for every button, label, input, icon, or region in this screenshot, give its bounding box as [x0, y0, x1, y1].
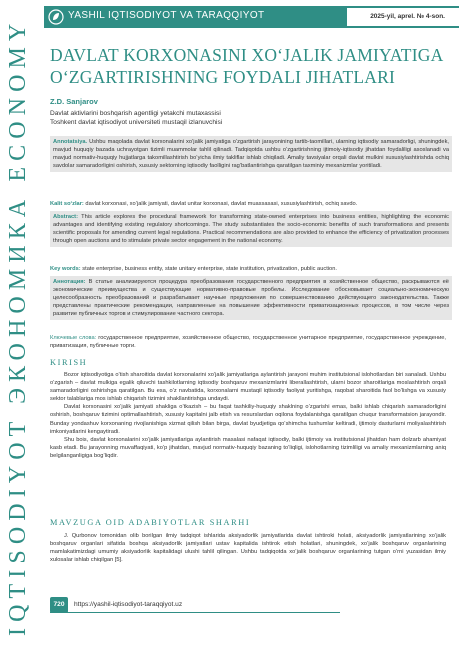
keywords-en — [50, 265, 446, 273]
article-title: DAVLAT KORXONASINI XO‘JALIK JAMIYATIGA O‘ZGARTIRISHNING FOYDALI JIHATLARI — [50, 45, 443, 87]
abstract-en — [50, 211, 452, 247]
keywords-uz — [50, 200, 446, 208]
leaf-logo-icon — [48, 9, 64, 25]
vertical-section-title: IQTISODIYOT ЭКОНОМИКА ECONOMY — [5, 17, 31, 636]
literature-body — [50, 532, 446, 564]
annotation-ru-text: В статье анализируются процедура преобразования государственного предприятия в хозяйственное общество, раскрываются её экономические преимущества и существующие нормативно-правовые пробелы. Исследование обосновывает социально-экономическую целесообразность преобразований и разрабатывает научные предложения по совершенствованию действующего законодательства. Также представлены практические рекомендации, направленные на повышение эффективности приватизационных процессов, в том числе через развитие публичных торгов и стимулирование частного сектора. — [53, 279, 449, 318]
annotation-ru-label: Аннотация: — [53, 279, 86, 285]
keywords-uz-label: Kalit so‘zlar: — [50, 201, 84, 207]
intro-paragraph-3: Shu bois, davlat korxonalarini xo‘jalik jamiyatlariga aylantirish masalasi nafaqat iqtisodiy, balki ijtimoiy va institutsional jihatdan ham dolzarb ahamiyat kasb etadi. Bu jarayonning muvaffaqiyati, ko‘p jihatdan, mavjud normativ-huquqiy bazaning to‘liqligi, islohotlarning tizimliligi va amaliy mexanizmlarning aniq belgilanganligiga bog‘liqdir. — [50, 436, 446, 459]
keywords-uz-text: davlat korxonasi, xo‘jalik jamiyati, davlat unitar korxonasi, davlat muassasasi, xususiylashtirish, ochiq savdo. — [85, 201, 358, 207]
annotation-text: Ushbu maqolada davlat korxonalarini xo‘jalik jamiyatiga o‘zgartirish jarayonining tartib-taomillari, ularning iqtisodiy samaradorligi, shuningdek, mavjud huquqiy bazada uchrayotgan tizimli muammolar tahlil qilinadi. Tadqiqotda ushbu o‘zgartirishning ijtimoiy-iqtisodiy jihatdan foydaliligi asoslanadi va mavjud normativ-huquqiy hujjatlarga takomillashtirish bo‘yicha ilmiy takliflar ishlab chiqiladi. Amaliy tavsiyalar orqali davlat mulkini xususiylashtirishda ochiq savdolar samaradorligini oshirish, xususiy sektorning iqtisodiy faolligini rag‘batlantirishga qaratilgan taxminiy mexanizmlar yoritiladi. — [53, 139, 449, 170]
journal-url-link[interactable]: https://yashil-iqtisodiyot-taraqqiyot.uz — [74, 601, 183, 608]
author-name: Z.D. Sanjarov — [50, 97, 98, 106]
intro-paragraph-1: Bozor iqtisodiyotiga o‘tish sharoitida davlat korxonalarini xo‘jalik jamiyatlariga aylantirish jarayoni muhim institutsional islohotlardan biri sanaladi. Ushbu o‘zgarish – davlat mulkiga egalik qiluvchi tashkilotlarning iqtisodiy boshqaruv mexanizmlarini liberallashtirish, ularni bozor sharoitlariga moslashtirish orqali samaradorligini oshirishga qaratilgan. Bu esa, o‘z navbatida, korxonalarni mustaqil iqtisodiy faoliyat yuritishga, raqobat sharoitida faol bo‘lishga va xususiy sektor talablariga mos ishlab chiqarish tizimini shakllantirishga undaydi. — [50, 372, 446, 403]
keywords-en-text: state enterprise, business entity, state unitary enterprise, state institution, privatization, public auction. — [82, 266, 337, 272]
keywords-ru-label: Ключевые слова: — [50, 335, 97, 341]
intro-paragraph-2: Davlat korxonasini xo‘jalik jamiyati shakliga o‘tkazish – bu faqat tashkiliy-huquqiy shaklning o‘zgarishi emas, balki ishlab chiqarish samaradorligini oshirish, boshqaruv tizimini optimallashtirish, xususiy kapitalni jalb etish va resurslardan oqilona foydalanishga qaratilgan chuqur transformatsion jarayondir. Bunday yondashuv korxonaning rivojlanishiga xizmat qilish bilan birga, davlat byudjetiga qo‘shimcha tushumlar keltiradi, ijtimoiy dasturlarni moliyalashtirish imkoniyatlarini kengaytiradi. — [50, 404, 446, 435]
page-footer — [50, 597, 450, 613]
intro-heading: KIRISH — [50, 358, 88, 367]
annotation-uz — [50, 136, 452, 172]
author-affiliation-1: Davlat aktivlarini boshqarish agentligi yetakchi mutaxassisi — [50, 110, 221, 117]
author-affiliation-2: Toshkent davlat iqtisodiyot universiteti mustaqil izlanuvchisi — [50, 119, 223, 126]
issue-label: 2025-yil, aprel. № 4-son. — [370, 13, 445, 20]
literature-heading: MAVZUGA OID ADABIYOTLAR SHARHI — [50, 518, 251, 527]
journal-name: YASHIL IQTISODIYOT VA TARAQQIYOT — [68, 10, 265, 21]
abstract-label: Abstract: — [53, 214, 78, 220]
page-number: 720 — [50, 597, 68, 613]
annotation-label: Annotatsiya. — [53, 139, 88, 145]
keywords-ru-text: государственное предприятие, хозяйственное общество, государственное унитарное предприятие, государственное учреждение, приватизация, публичные торги. — [50, 335, 446, 350]
abstract-text: This article explores the procedural framework for transforming state-owned enterprises into business entities, highlighting the economic advantages and identifying existing regulatory shortcomings. The study substantiates the socio-economic benefits of such transformations and presents scientific proposals for amending current legal regulations. Practical recommendations are also provided to enhance the efficiency of privatization processes through open auctions and to stimulate private sector engagement in the national economy. — [53, 214, 449, 245]
issue-label-box — [347, 8, 459, 26]
journal-header-bar — [44, 6, 459, 28]
annotation-ru — [50, 276, 452, 320]
keywords-en-label: Key words: — [50, 266, 81, 272]
footer-divider — [50, 612, 340, 613]
intro-body — [50, 371, 446, 460]
keywords-ru — [50, 334, 446, 350]
literature-paragraph-1: J. Qurbonov tomonidan olib borilgan ilmiy tadqiqot ishlarida aksiyadorlik jamiyatlarida davlat ishtiroki holati, aksiyadorlik jamiyatlarining xo‘jalik boshqaruv organlari sifatida boshqa aksiyadorlik jamiyatlari ustav kapitalida ishtirok etish holatlari, shuningdek, xo‘jalik boshqaruv organlarining mamlakatimizdagi umumiy aksiyadorlik kapitalidagi ulushi tahlil qilingan. Ushbu tadqiqotda xo‘jalik boshqaruv organlarining tutgan o‘rni yuzasidan ilmiy xulosalar ishlab chiqilgan [5]. — [50, 533, 446, 564]
